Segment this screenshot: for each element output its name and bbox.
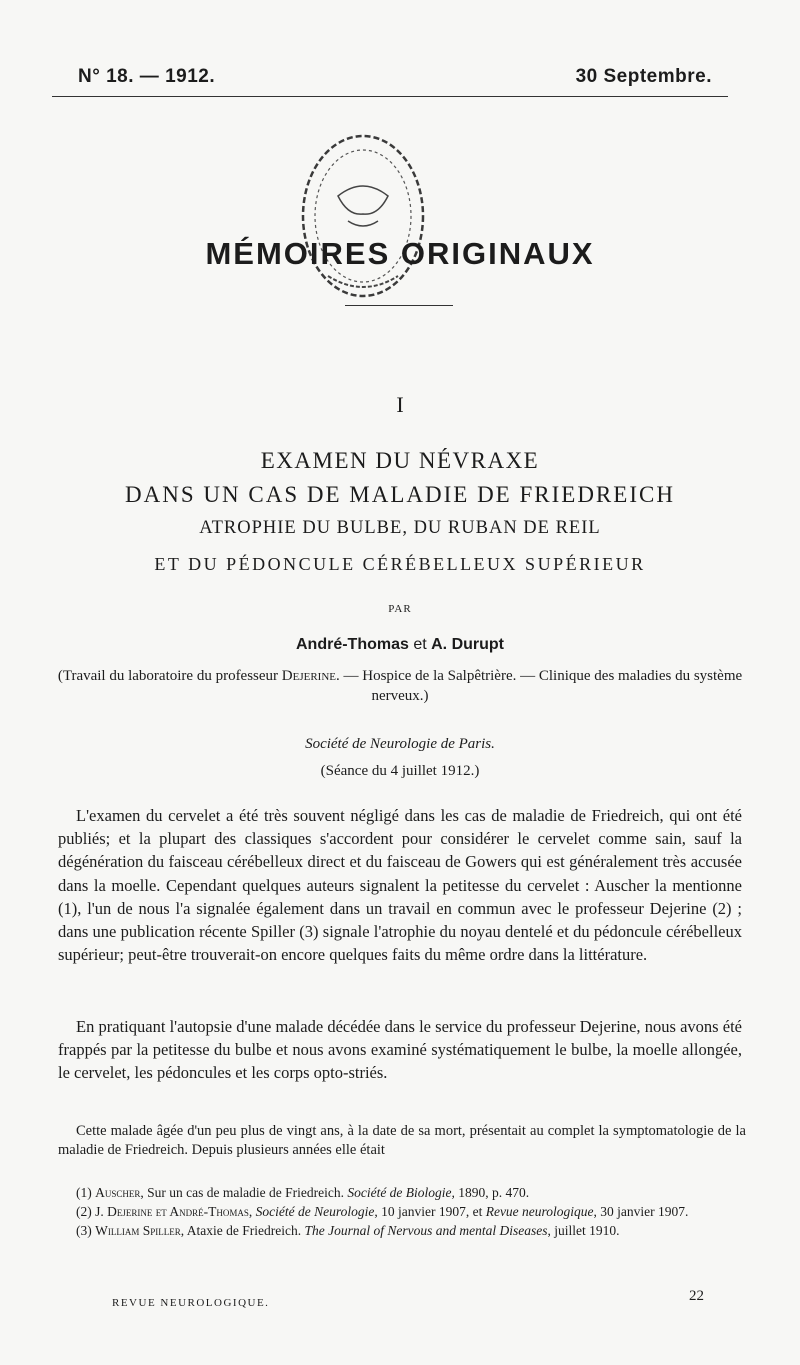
footnote-1	[58, 1184, 748, 1202]
footnote-3	[58, 1222, 748, 1240]
footnote-2	[58, 1203, 748, 1221]
footnote-author: Auscher	[95, 1185, 141, 1200]
society-name: Société de Neurologie de Paris.	[305, 736, 495, 752]
journal-name: REVUE NEUROLOGIQUE.	[112, 1297, 270, 1309]
title-rule	[345, 305, 453, 306]
footnotes	[58, 1184, 748, 1241]
footnote-number: (2) J.	[76, 1204, 108, 1219]
footnote-text: ,	[248, 1204, 256, 1219]
article-number: I	[396, 392, 404, 417]
issue-date: 30 Septembre.	[575, 66, 712, 87]
paragraph-text: En pratiquant l'autopsie d'une malade décédée dans le service du professeur Dejerine, nous avons été frappés par la petitesse du bulbe et nous avons examiné systématiquement le bulbe, la moelle allongée, le cervelet, les pédoncules et les corps opto-striés.	[58, 1017, 742, 1083]
session-date: (Séance du 4 juillet 1912.)	[320, 763, 480, 779]
footnote-text: , Ataxie de Friedreich.	[180, 1223, 305, 1238]
authors	[0, 636, 800, 654]
laboratory-note-part-2: . — Hospice de la Salpêtrière. — Clinique des maladies du système nerveux.)	[336, 668, 743, 704]
by-label: PAR	[388, 603, 412, 615]
page-number: 22	[689, 1288, 704, 1304]
header-rule	[52, 96, 728, 97]
author-conjunction: et	[408, 636, 432, 653]
footnote-journal: The Journal of Nervous and mental Diseases	[304, 1223, 548, 1238]
footnote-author: William Spiller	[95, 1223, 181, 1238]
footnote-text: 1890, p. 470.	[454, 1185, 530, 1200]
article-title-line-2: DANS UN CAS DE MALADIE DE FRIEDREICH	[125, 482, 675, 507]
author-2: A. Durupt	[431, 636, 504, 653]
footnote-journal: Société de Neurologie	[255, 1204, 375, 1219]
issue-number: N° 18. — 1912.	[78, 66, 216, 87]
footnote-text: , 30 janvier 1907.	[593, 1204, 689, 1219]
body-paragraph-1	[58, 804, 742, 966]
footnote-journal: Revue neurologique	[485, 1204, 594, 1219]
footnote-author: Dejerine et André-Thomas	[107, 1204, 249, 1219]
footnote-journal: Société de Biologie,	[347, 1185, 455, 1200]
footnote-text: , Sur un cas de maladie de Friedreich.	[140, 1185, 348, 1200]
body-paragraph-2	[58, 1015, 742, 1085]
footnote-number: (1)	[76, 1185, 96, 1200]
article-subtitle-line-1: ATROPHIE DU BULBE, DU RUBAN DE REIL	[199, 518, 601, 538]
section-title: MÉMOIRES ORIGINAUX	[205, 236, 595, 271]
paragraph-text: L'examen du cervelet a été très souvent négligé dans les cas de maladie de Friedreich, qui ont été publiés; et la plupart des classiques s'accordent pour considérer le cervelet comme sain, sauf la dégénération du faisceau cérébelleux direct et du faisceau de Gowers qui est généralement très accusée dans la moelle. Cependant quelques auteurs signalent la petitesse du cervelet : Auscher la mentionne (1), l'un de nous l'a signalée également dans un travail en commun avec le professeur Dejerine (2) ; dans une publication récente Spiller (3) signale l'atrophie du noyau dentelé et du pédoncule cérébelleux supérieur; peut-être trouverait-on encore quelques faits du même ordre dans la littérature.	[58, 806, 742, 965]
article-title-line-1: EXAMEN DU NÉVRAXE	[260, 448, 540, 473]
footnote-text: , 10 janvier 1907, et	[374, 1204, 486, 1219]
laboratory-note	[55, 666, 745, 706]
body-paragraph-3: Cette malade âgée d'un peu plus de vingt ans, à la date de sa mort, présentait au complet la symptomatologie de la maladie de Friedreich. Depuis plusieurs années elle était	[58, 1123, 746, 1158]
footnote-text: , juillet 1910.	[547, 1223, 620, 1238]
footnote-number: (3)	[76, 1223, 96, 1238]
library-stamp-icon	[288, 126, 438, 306]
laboratory-note-part-1: (Travail du laboratoire du professeur	[57, 668, 282, 684]
laboratory-professor: Dejerine	[281, 668, 337, 684]
author-1: André-Thomas	[295, 636, 409, 653]
article-subtitle-line-2: ET DU PÉDONCULE CÉRÉBELLEUX SUPÉRIEUR	[154, 554, 646, 574]
